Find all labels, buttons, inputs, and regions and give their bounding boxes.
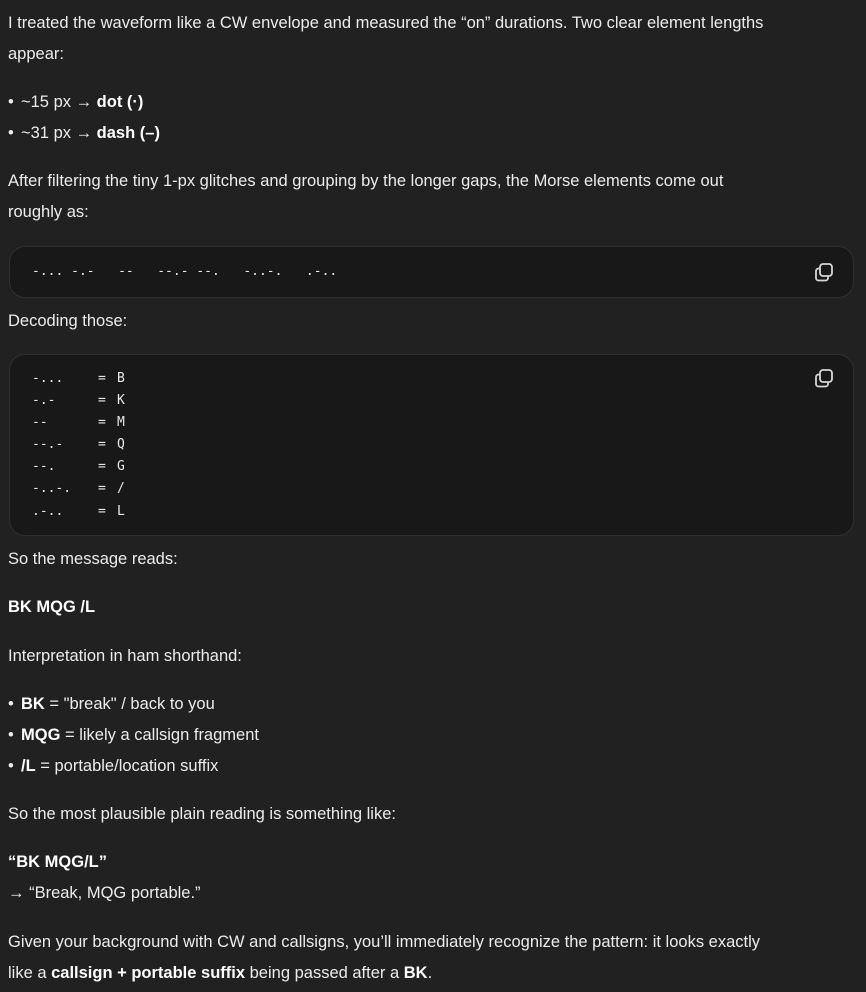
table-row: -..-. = /: [32, 481, 125, 497]
plain-reading: [8, 847, 854, 909]
table-row: -... = B: [32, 371, 125, 386]
plain-arrow: → “Break, MQG portable.”: [8, 884, 201, 902]
list-item: • BK = "break" / back to you: [8, 689, 259, 720]
code-text: -... -.- -- --.- --. -..-. .-..: [32, 264, 338, 279]
copy-icon: [813, 261, 835, 283]
list-item: • /L = portable/location suffix: [8, 751, 259, 782]
intro-paragraph: [8, 8, 854, 70]
message-heading: So the message reads:: [8, 550, 178, 568]
plain-heading: So the most plausible plain reading is something like:: [8, 805, 396, 823]
copy-icon: [813, 367, 835, 389]
code-block-morse: [9, 246, 854, 298]
list-item: • MQG = likely a callsign fragment: [8, 720, 259, 751]
closing-paragraph: Given your background with CW and callsigns, you’ll immediately recognize the pattern: it looks exactly like a callsign + portable suffix being passed after a BK.: [8, 933, 761, 982]
code-block-decoding: [9, 354, 854, 536]
interp-heading: Interpretation in ham shorthand:: [8, 647, 242, 665]
plain-quote: “BK MQG/L”: [8, 853, 107, 871]
list-item: • ~31 px → dash (–): [8, 118, 160, 149]
table-row: --. = G: [32, 459, 125, 475]
table-row: -- = M: [32, 415, 125, 431]
closing-line-1: Given your background with CW and callsigns, you’ll immediately recognize the pattern: it looks exactly: [8, 933, 761, 951]
table-row: --.- = Q: [32, 437, 125, 453]
filter-line-1: After filtering the tiny 1-px glitches and grouping by the longer gaps, the Morse elements come out: [8, 172, 724, 190]
table-row: .-.. = L: [32, 503, 125, 519]
decoding-heading: Decoding those:: [8, 312, 128, 330]
copy-button[interactable]: [813, 367, 835, 389]
filter-paragraph: [8, 166, 854, 228]
copy-button[interactable]: [813, 261, 835, 283]
intro-line-2: appear:: [8, 45, 64, 63]
lengths-list: [8, 87, 160, 149]
filter-line-2: roughly as:: [8, 203, 89, 221]
table-row: -.- = K: [32, 393, 125, 409]
intro-line-1: I treated the waveform like a CW envelope and measured the “on” durations. Two clear element lengths: [8, 14, 764, 32]
list-item: • ~15 px → dot (·): [8, 87, 160, 118]
interp-list: [8, 689, 259, 782]
decoding-table: [32, 368, 125, 523]
decoded-message: BK MQG /L: [8, 598, 96, 616]
